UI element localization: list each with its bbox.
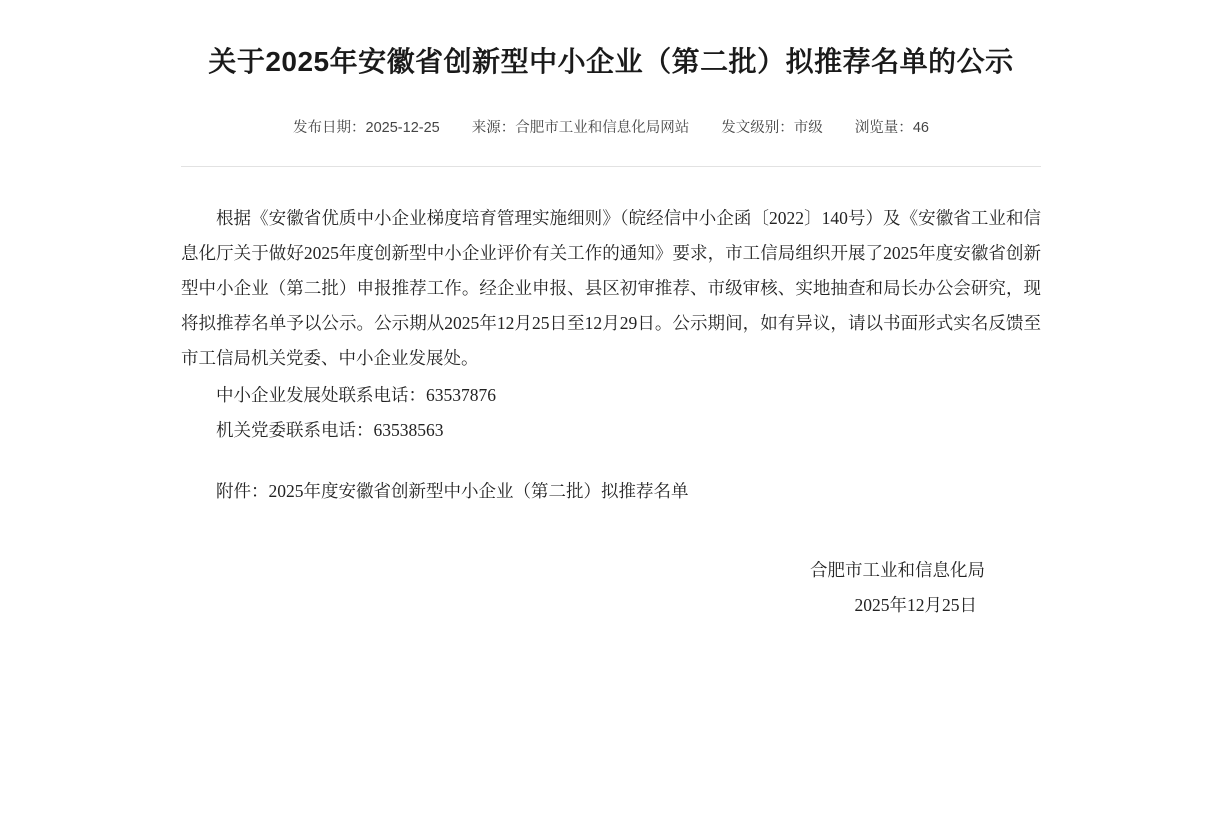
meta-publish-date-value: 2025-12-25: [365, 119, 440, 136]
article-container: [181, 0, 1041, 623]
meta-source-value: 合肥市工业和信息化局网站: [515, 119, 690, 136]
meta-source: [472, 117, 690, 140]
signature-organization: 合肥市工业和信息化局: [810, 559, 985, 580]
page-title: 关于2025年安徽省创新型中小企业（第二批）拟推荐名单的公示: [208, 46, 1014, 77]
article-meta: [181, 117, 1041, 140]
body-paragraph-attachment: 附件：2025年度安徽省创新型中小企业（第二批）拟推荐名单: [216, 480, 689, 501]
article-body: [181, 201, 1041, 509]
body-paragraph-contact-sme: 中小企业发展处联系电话：63537876: [216, 384, 496, 405]
signature-date: 2025年12月25日: [854, 594, 977, 615]
meta-views-value: 46: [912, 119, 929, 136]
document-signature: [181, 553, 1041, 623]
meta-publish-date-label: 发布日期：: [293, 119, 366, 136]
body-paragraph-contact-party: 机关党委联系电话：63538563: [216, 419, 444, 440]
body-paragraph-main: 根据《安徽省优质中小企业梯度培育管理实施细则》（皖经信中小企函〔2022〕140号）及《安徽省工业和信息化厅关于做好2025年度创新型中小企业评价有关工作的通知》要求，市工信局组织开展了2025年度安徽省创新型中小企业（第二批）申报推荐工作。经企业申报、县区初审推荐、市级审核、实地抽查和局长办公会研究，现将拟推荐名单予以公示。公示期从2025年12月25日至12月29日。公示期间，如有异议，请以书面形式实名反馈至市工信局机关党委、中小企业发展处。: [181, 207, 1041, 368]
meta-source-label: 来源：: [471, 119, 516, 136]
meta-level-value: 市级: [793, 119, 823, 136]
meta-level-label: 发文级别：: [721, 119, 794, 136]
meta-level: [721, 117, 823, 140]
meta-divider: [181, 166, 1041, 167]
meta-views-label: 浏览量：: [854, 119, 913, 136]
meta-views: [855, 117, 929, 140]
meta-publish-date: [293, 117, 440, 140]
